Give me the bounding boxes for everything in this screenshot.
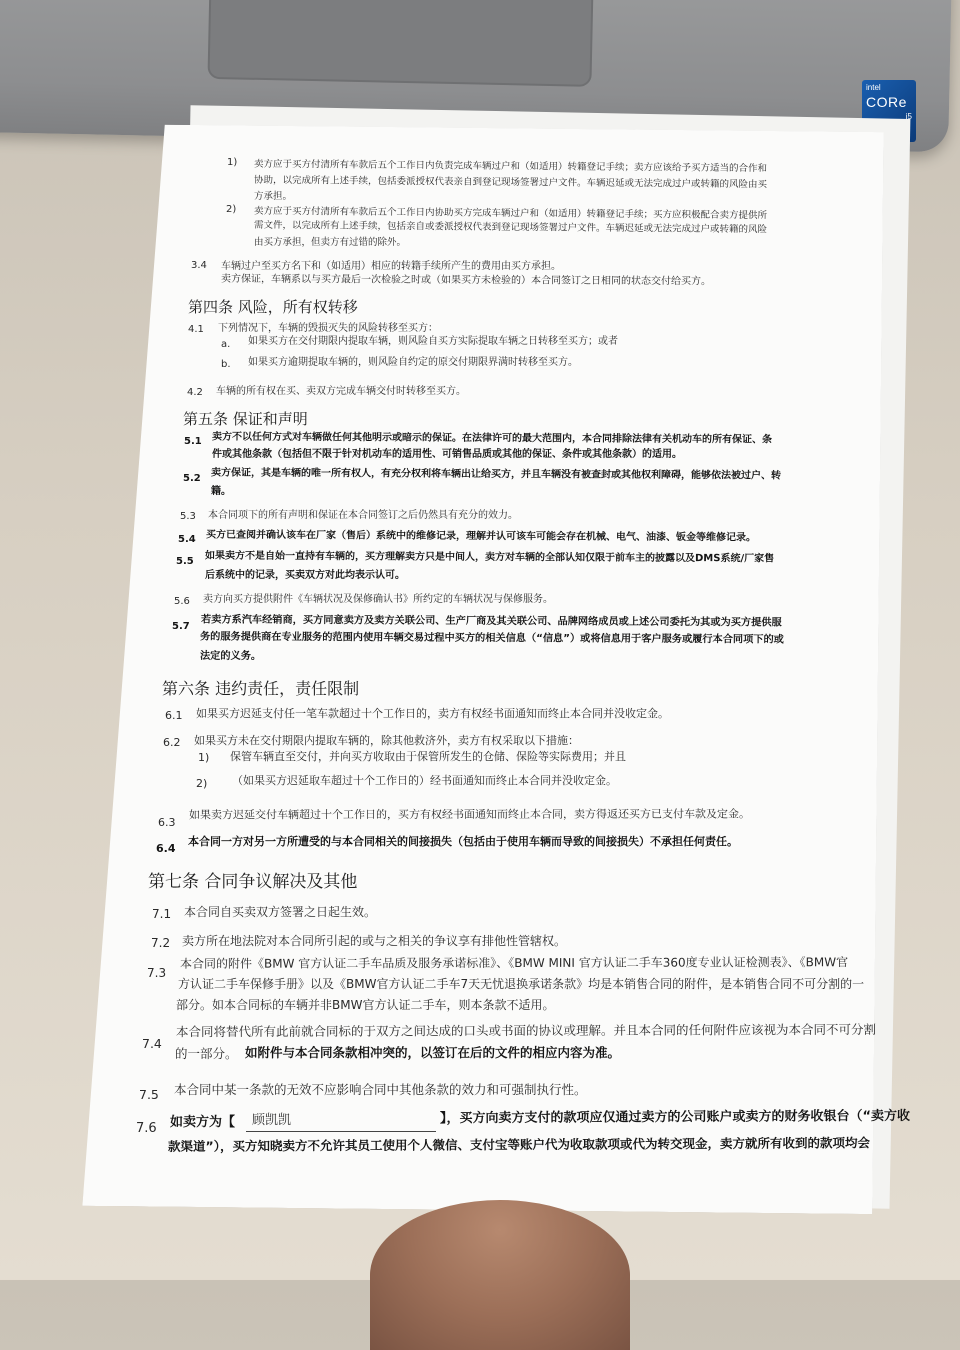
clause-line: 由买方承担，但卖方有过错的除外。 (254, 237, 407, 248)
clause-line: 方认证二手车保修手册》以及《BMW官方认证二手车7天无忧退换承诺条款》均是本销售合同的附件，是本销售合同不可分割的一 (178, 977, 865, 991)
clause-text: 如果买方迟延支付任一笔车款超过十个工作日的，卖方有权经书面通知而终止本合同并没收定金。 (196, 707, 669, 720)
clause-line: 需文件，以完成所有上述手续，包括亲自或委派授权代表到登记现场签署过户文件。车辆迟延或无法完成过户或转籍的风险 (253, 219, 768, 236)
clause-number: 7.5 (139, 1087, 159, 1102)
clause-number: 5.5 (176, 556, 194, 567)
clause-number: 7.3 (147, 966, 167, 980)
clause-line: 车辆过户至买方名下和（如适用）相应的转籍手续所产生的费用由买方承担。 (221, 261, 561, 272)
clause-line: 方承担。 (254, 191, 293, 202)
clause-line: 件或其他条款（包括但不限于针对机动车的适用性、可销售品质或其他的保证、条件或其他条款）的适用。 (212, 449, 682, 460)
item-number: 2) (196, 777, 208, 790)
clause-number: 5.7 (172, 621, 190, 632)
clause-line: 务的服务提供商在专业服务的范围内使用车辆交易过程中买方的相关信息（“信息”）或将信息用于客户服务或履行本合同项下的或 (199, 631, 784, 646)
clause-number: 4.1 (188, 324, 204, 335)
clause-number: 3.4 (191, 260, 207, 271)
clause-text: 买方已查阅并确认该车在厂家（售后）系统中的维修记录，理解并认可该车可能会存在机械、电气、油漆、钣金等维修记录。 (205, 529, 757, 544)
badge-product: CORe (866, 94, 907, 110)
clause-line: 卖方应于买方付清所有车款后五个工作日内负责完成车辆过户和（如适用）转籍登记手续；卖方应该给予买方适当的合作和 (253, 158, 768, 175)
section-title-4: 第四条 风险，所有权转移 (188, 298, 358, 316)
clause-text: （如果买方迟延取车超过十个工作日的）经书面通知而终止本合同并没收定金。 (232, 774, 617, 787)
clause-number: 5.1 (184, 436, 202, 447)
clause-line: 本合同将替代所有此前就合同标的于双方之间达成的口头或书面的协议或理解。并且本合同的任何附件应该视为本合同不可分割 (175, 1021, 877, 1040)
clause-text: 如果买方未在交付期限内提取车辆的，除其他救济外，卖方有权采取以下措施： (194, 734, 579, 747)
clause-line: 法定的义务。 (200, 651, 262, 662)
item-number: 2) (226, 204, 237, 215)
blank-underline (246, 1131, 436, 1132)
clause-text: 本合同项下的所有声明和保证在本合同签订之后仍然具有充分的效力。 (208, 510, 518, 521)
clause-text: 如果买方在交付期限内提取车辆，则风险自买方实际提取车辆之日转移至买方；或者 (248, 336, 618, 347)
clause-text: 车辆的所有权在买、卖双方完成车辆交付时转移至买方。 (216, 386, 466, 397)
clause-line: 部分。如本合同标的车辆并非BMW官方认证二手车，则本条款不适用。 (176, 998, 555, 1012)
clause-line: 的一部分。 (175, 1046, 238, 1061)
clause-text: 下列情况下，车辆的毁损灭失的风险转移至买方： (218, 323, 438, 334)
clause-suffix: 】，买方向卖方支付的款项应仅通过卖方的公司账户或卖方的财务收银台（“卖方收 (439, 1108, 911, 1127)
clause-number: 6.3 (158, 816, 176, 829)
clause-text: 卖方向买方提供附件《车辆状况及保修确认书》所约定的车辆状况与保修服务。 (203, 594, 553, 605)
item-number: 1) (227, 157, 238, 168)
clause-bold-tail: 如附件与本合同条款相冲突的，以签订在后的文件的相应内容为准。 (245, 1045, 621, 1060)
clause-line: 款渠道”），买方知晓卖方不允许其员工使用个人微信、支付宝等账户代为收取款项或代为转交现金，卖方就所有收到的款项均会 (167, 1135, 870, 1154)
clause-line: 籍。 (211, 486, 231, 497)
clause-number: 6.1 (165, 709, 183, 722)
clause-line: 卖方不以任何方式对车辆做任何其他明示或暗示的保证。在法律许可的最大范围内，本合同排除法律有关机动车的所有保证、条 (211, 431, 773, 446)
clause-number: 5.4 (178, 534, 196, 545)
item-number: b. (221, 359, 231, 370)
section-title-6: 第六条 违约责任，责任限制 (162, 679, 360, 698)
item-number: 1) (198, 751, 210, 764)
handwritten-name: 顾凯凯 (252, 1113, 292, 1128)
item-number: a. (221, 339, 231, 350)
clause-line: 如果卖方不是自始一直持有车辆的，买方理解卖方只是中间人，卖方对车辆的全部认知仅限于前车主的披露以及DMS系统/厂家售 (204, 550, 775, 565)
clause-line: 卖方应于买方付清所有车款后五个工作日内协助买方完成车辆过户和（如适用）转籍登记手续；买方应积极配合卖方提供所 (253, 205, 768, 222)
section-title-7: 第七条 合同争议解决及其他 (148, 872, 358, 892)
clause-number: 7.4 (142, 1036, 162, 1051)
clause-number: 6.4 (156, 842, 176, 855)
badge-brand: intel (866, 83, 881, 92)
clause-number: 7.1 (152, 907, 172, 921)
clause-number: 5.2 (183, 473, 201, 484)
clause-text: 卖方所在地法院对本合同所引起的或与之相关的争议享有排他性管辖权。 (182, 934, 567, 948)
clause-line: 卖方保证，车辆系以与买方最后一次检验之时或（如果买方未检验的）本合同签订之日相同的状态交付给买方。 (220, 273, 712, 288)
clause-line: 后系统中的记录，买卖双方对此均表示认可。 (205, 570, 405, 581)
clause-number: 4.2 (187, 387, 203, 398)
clause-line: 协助，以完成所有上述手续，包括委派授权代表亲自到登记现场签署过户文件。车辆迟延或无法完成过户或转籍的风险由买 (253, 174, 768, 191)
clause-number: 5.3 (180, 511, 196, 522)
clause-text: 本合同中某一条款的无效不应影响合同中其他条款的效力和可强制执行性。 (174, 1082, 587, 1097)
clause-line: 卖方保证，其是车辆的唯一所有权人，有充分权利将车辆出让给买方，并且车辆没有被查封或其他权利障碍，能够依法被过户、转 (210, 467, 782, 482)
clause-number: 6.2 (163, 736, 181, 749)
clause-line: 若卖方系汽车经销商，买方同意卖方及卖方关联公司、生产厂商及其关联公司、品牌网络成员或上述公司委托为其或为买方提供服 (200, 614, 782, 629)
section-title-5: 第五条 保证和声明 (183, 410, 308, 428)
clause-text: 本合同一方对另一方所遭受的与本合同相关的间接损失（包括由于使用车辆而导致的间接损失）不承担任何责任。 (188, 835, 738, 848)
clause-text: 本合同自买卖双方签署之日起生效。 (184, 905, 377, 919)
clause-text: 如果卖方迟延交付车辆超过十个工作日的，买方有权经书面通知而终止本合同，卖方得返还买方已支付车款及定金。 (188, 807, 751, 822)
clause-number: 7.2 (151, 936, 171, 950)
clause-number: 7.6 (136, 1121, 157, 1136)
clause-text: 保管车辆直至交付，并向买方收取由于保管所发生的仓储、保险等实际费用；并且 (230, 750, 626, 763)
clause-text: 如果买方逾期提取车辆的，则风险自约定的原交付期限界满时转移至买方。 (248, 357, 578, 368)
clause-number: 5.6 (174, 596, 190, 607)
clause-prefix: 如卖方为【 (170, 1115, 236, 1130)
badge-tier: i5 (905, 112, 912, 121)
clause-line: 本合同的附件《BMW 官方认证二手车品质及服务承诺标准》、《BMW MINI 官方认证二手车360度专业认证检测表》、《BMW官 (179, 955, 849, 971)
